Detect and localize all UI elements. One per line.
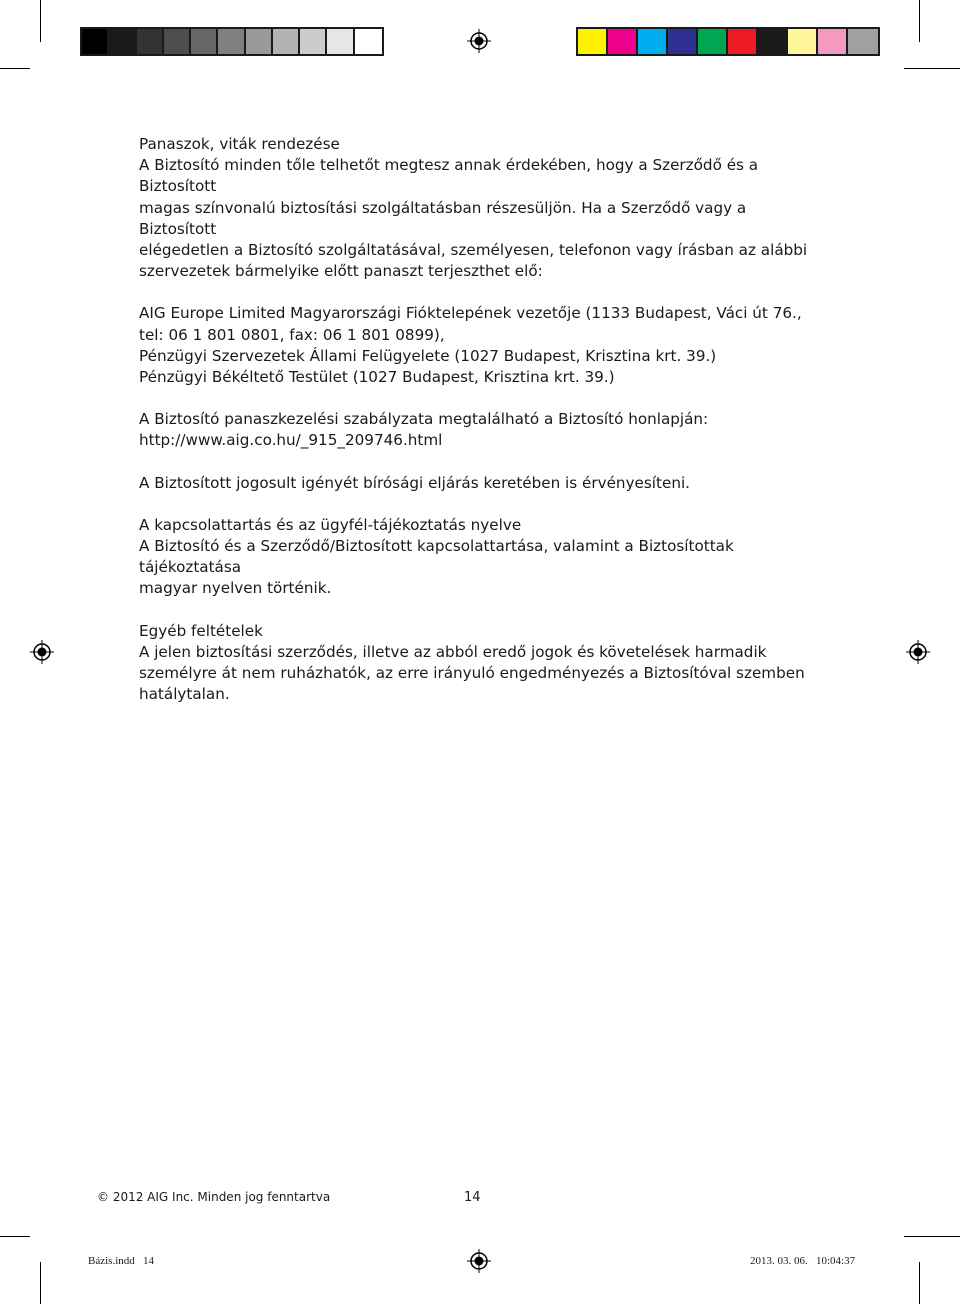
crop-mark <box>40 1262 41 1304</box>
color-swatch <box>246 29 273 54</box>
footer-copyright: © 2012 AIG Inc. Minden jog fenntartva <box>97 1190 331 1204</box>
complaints-intro-line: magas színvonalú biztosítási szolgáltatásban részesüljön. Ha a Szerződő vagy a Biztosított <box>139 198 747 238</box>
complaint-organization-line: tel: 06 1 801 0801, fax: 06 1 801 0899), <box>139 325 445 344</box>
section-title-complaints: Panaszok, viták rendezése <box>139 135 340 153</box>
language-line: magyar nyelven történik. <box>139 579 332 598</box>
other-conditions-line: hatálytalan. <box>139 685 230 704</box>
complaint-organization-line: Pénzügyi Szervezetek Állami Felügyelete (1027 Budapest, Krisztina krt. 39.) <box>139 346 717 365</box>
complaint-policy-url[interactable]: http://www.aig.co.hu/_915_209746.html <box>139 431 443 450</box>
complaints-intro-line: elégedetlen a Biztosító szolgáltatásával, személyesen, telefonon vagy írásban az alábbi <box>139 241 808 260</box>
complaint-policy-line: A Biztosító panaszkezelési szabályzata megtalálható a Biztosító honlapján: <box>139 410 709 429</box>
color-swatch <box>698 29 728 54</box>
crop-mark <box>904 68 960 69</box>
color-swatch <box>608 29 638 54</box>
complaint-organization-line: AIG Europe Limited Magyarországi Fióktelepének vezetője (1133 Budapest, Váci út 76., <box>139 304 802 323</box>
language-line: A Biztosító és a Szerződő/Biztosított kapcsolattartása, valamint a Biztosítottak tájékoztatása <box>139 537 734 577</box>
color-swatch <box>218 29 245 54</box>
color-swatch <box>668 29 698 54</box>
color-swatch <box>638 29 668 54</box>
color-swatch <box>273 29 300 54</box>
section-title-other-conditions: Egyéb feltételek <box>139 621 263 640</box>
color-swatch <box>728 29 758 54</box>
crop-mark <box>0 68 30 69</box>
color-swatch <box>355 29 382 54</box>
grayscale-color-bar <box>80 27 384 56</box>
crop-mark <box>919 0 920 42</box>
page-number: 14 <box>464 1190 481 1205</box>
other-conditions-line: személyre át nem ruházhatók, az erre irányuló engedményezés a Biztosítóval szemben <box>139 664 805 683</box>
complaint-organization-line: Pénzügyi Békéltető Testület (1027 Budapest, Krisztina krt. 39.) <box>139 368 615 387</box>
color-swatch <box>818 29 848 54</box>
crop-mark <box>40 0 41 42</box>
registration-mark-icon <box>467 1249 491 1273</box>
registration-mark-icon <box>906 640 930 664</box>
document-body <box>139 134 820 705</box>
crop-mark <box>919 1262 920 1304</box>
color-swatch <box>137 29 164 54</box>
color-swatch <box>300 29 327 54</box>
crop-mark <box>0 1236 30 1237</box>
slug-timestamp: 2013. 03. 06. 10:04:37 <box>750 1255 856 1267</box>
complaints-intro-line: A Biztosító minden tőle telhetőt megtesz annak érdekében, hogy a Szerződő és a Biztosított <box>139 156 759 196</box>
section-title-language: A kapcsolattartás és az ügyfél-tájékoztatás nyelve <box>139 515 522 534</box>
color-swatch <box>82 29 109 54</box>
color-swatch <box>164 29 191 54</box>
process-color-bar <box>576 27 880 56</box>
court-procedure-line: A Biztosított jogosult igényét bírósági eljárás keretében is érvényesíteni. <box>139 473 690 492</box>
registration-mark-icon <box>467 29 491 53</box>
color-swatch <box>191 29 218 54</box>
registration-mark-icon <box>30 640 54 664</box>
color-swatch <box>578 29 608 54</box>
slug-file-name: Bázis.indd 14 <box>88 1255 154 1267</box>
crop-mark <box>904 1236 960 1237</box>
color-swatch <box>848 29 878 54</box>
color-swatch <box>327 29 354 54</box>
color-swatch <box>109 29 136 54</box>
complaints-intro-line: szervezetek bármelyike előtt panaszt terjeszthet elő: <box>139 262 543 281</box>
other-conditions-line: A jelen biztosítási szerződés, illetve az abból eredő jogok és követelések harmadik <box>139 642 767 661</box>
color-swatch <box>788 29 818 54</box>
color-swatch <box>758 29 788 54</box>
